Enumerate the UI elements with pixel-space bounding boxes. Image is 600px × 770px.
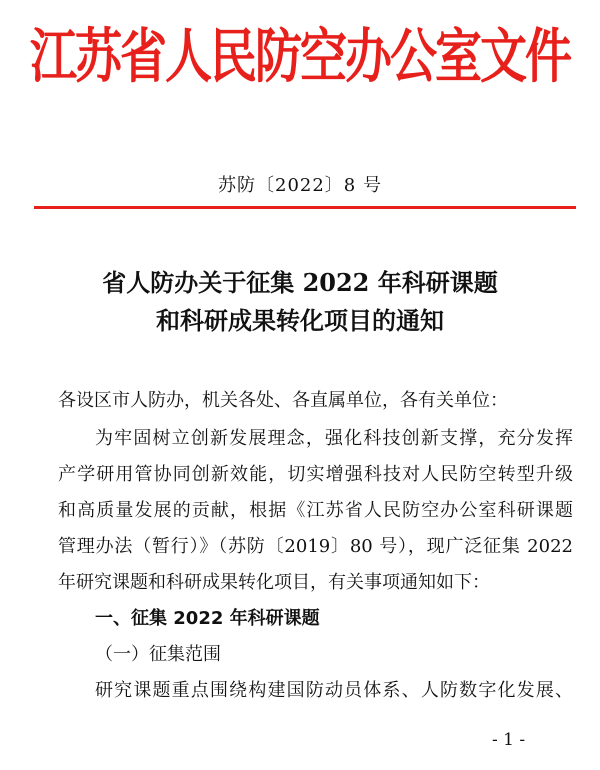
body-line-4: 管理办法（暂行）》（苏防〔2019〕80 号），现广泛征集 2022	[58, 536, 573, 557]
notice-title-line-2: 和科研成果转化项目的通知	[156, 306, 444, 335]
red-divider-line	[34, 206, 576, 209]
subsection-heading: （一）征集范围	[95, 644, 221, 665]
salutation: 各设区市人防办，机关各处、各直属单位，各有关单位：	[58, 390, 508, 411]
section-heading: 一、征集 2022 年科研课题	[95, 608, 320, 629]
notice-title-line-1: 省人防办关于征集 2022 年科研课题	[102, 268, 498, 297]
body-line-5: 年研究课题和科研成果转化项目，有关事项通知如下：	[58, 572, 490, 593]
body-line-1: 为牢固树立创新发展理念，强化科技创新支撑，充分发挥	[95, 428, 573, 449]
page-number: - 1 -	[492, 730, 526, 750]
body-continuation-line: 研究课题重点围绕构建国防动员体系、人防数字化发展、	[95, 680, 573, 701]
body-line-2: 产学研用管协同创新效能，切实增强科技对人民防空转型升级	[58, 464, 573, 485]
masthead-title: 江苏省人民防空办公室文件	[30, 22, 570, 92]
body-line-3: 和高质量发展的贡献，根据《江苏省人民防空办公室科研课题	[58, 500, 573, 521]
document-number: 苏防〔2022〕8 号	[218, 175, 382, 196]
